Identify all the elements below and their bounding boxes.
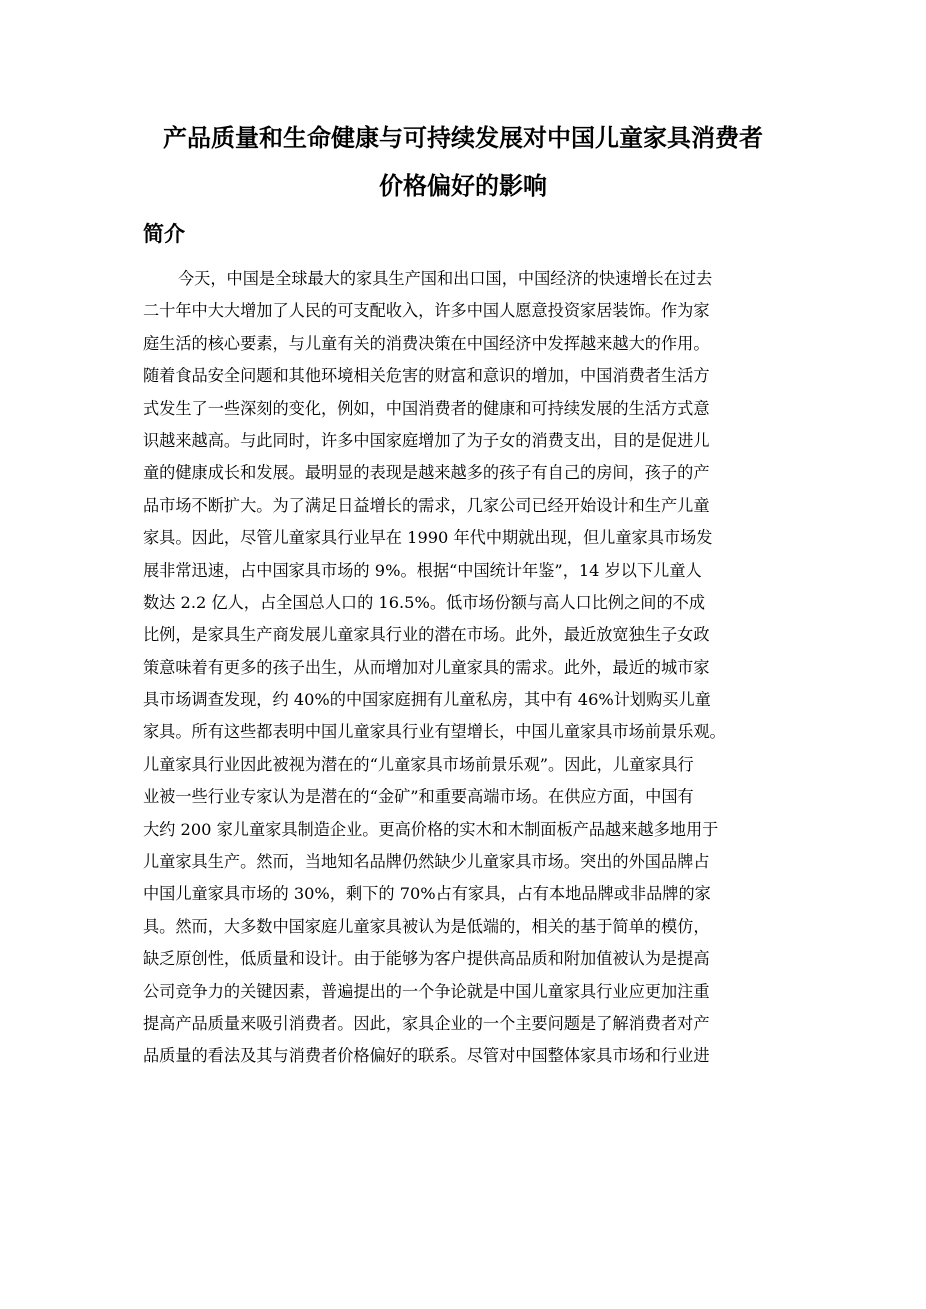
paragraph-line: 比例，是家具生产商发展儿童家具行业的潜在市场。此外，最近放宽独生子女政	[143, 625, 710, 645]
paragraph-line: 品市场不断扩大。为了满足日益增长的需求，几家公司已经开始设计和生产儿童	[143, 495, 710, 515]
paragraph-line: 具。然而，大多数中国家庭儿童家具被认为是低端的，相关的基于简单的模仿，	[143, 916, 710, 936]
paragraph-line: 儿童家具行业因此被视为潜在的“儿童家具市场前景乐观”。因此，儿童家具行	[143, 754, 694, 774]
paragraph-line: 品质量的看法及其与消费者价格偏好的联系。尽管对中国整体家具市场和行业进	[143, 1046, 710, 1066]
paragraph-line: 儿童家具生产。然而，当地知名品牌仍然缺少儿童家具市场。突出的外国品牌占	[143, 852, 710, 872]
document-title-line-1: 产品质量和生命健康与可持续发展对中国儿童家具消费者	[163, 124, 763, 152]
paragraph-line: 缺乏原创性，低质量和设计。由于能够为客户提供高品质和附加值被认为是提高	[143, 949, 710, 969]
paragraph-line: 具市场调查发现，约 40%的中国家庭拥有儿童私房，其中有 46%计划购买儿童	[143, 690, 711, 710]
paragraph-line: 今天，中国是全球最大的家具生产国和出口国，中国经济的快速增长在过去	[178, 269, 713, 288]
paragraph-line: 业被一些行业专家认为是潜在的“金矿”和重要高端市场。在供应方面，中国有	[143, 787, 694, 807]
body-paragraph	[143, 263, 793, 1073]
paragraph-line: 策意味着有更多的孩子出生，从而增加对儿童家具的需求。此外，最近的城市家	[143, 657, 710, 677]
paragraph-line: 式发生了一些深刻的变化，例如，中国消费者的健康和可持续发展的生活方式意	[143, 398, 710, 418]
paragraph-line: 数达 2.2 亿人，占全国总人口的 16.5%。低市场份额与高人口比例之间的不成	[143, 592, 706, 612]
paragraph-line: 展非常迅速，占中国家具市场的 9%。根据“中国统计年鉴”，14 岁以下儿童人	[143, 560, 702, 580]
paragraph-line: 中国儿童家具市场的 30%，剩下的 70%占有家具，占有本地品牌或非品牌的家	[143, 884, 711, 904]
paragraph-line: 识越来越高。与此同时，许多中国家庭增加了为子女的消费支出，目的是促进儿	[143, 430, 710, 450]
paragraph-line: 家具。所有这些都表明中国儿童家具行业有望增长，中国儿童家具市场前景乐观。	[143, 722, 726, 742]
paragraph-line: 二十年中大大增加了人民的可支配收入，许多中国人愿意投资家居装饰。作为家	[143, 301, 710, 321]
section-heading-introduction: 简介	[143, 222, 185, 246]
paragraph-line: 大约 200 家儿童家具制造企业。更高价格的实木和木制面板产品越来越多地用于	[143, 819, 719, 839]
paragraph-line: 随着食品安全问题和其他环境相关危害的财富和意识的增加，中国消费者生活方	[143, 366, 710, 386]
paragraph-line: 公司竞争力的关键因素，普遍提出的一个争论就是中国儿童家具行业应更加注重	[143, 981, 710, 1001]
paragraph-line: 庭生活的核心要素，与儿童有关的消费决策在中国经济中发挥越来越大的作用。	[143, 333, 710, 353]
paragraph-line: 家具。因此，尽管儿童家具行业早在 1990 年代中期就出现，但儿童家具市场发	[143, 528, 713, 548]
paragraph-line: 提高产品质量来吸引消费者。因此，家具企业的一个主要问题是了解消费者对产	[143, 1013, 710, 1033]
paragraph-line: 童的健康成长和发展。最明显的表现是越来越多的孩子有自己的房间，孩子的产	[143, 463, 710, 483]
document-title-line-2: 价格偏好的影响	[379, 172, 547, 200]
